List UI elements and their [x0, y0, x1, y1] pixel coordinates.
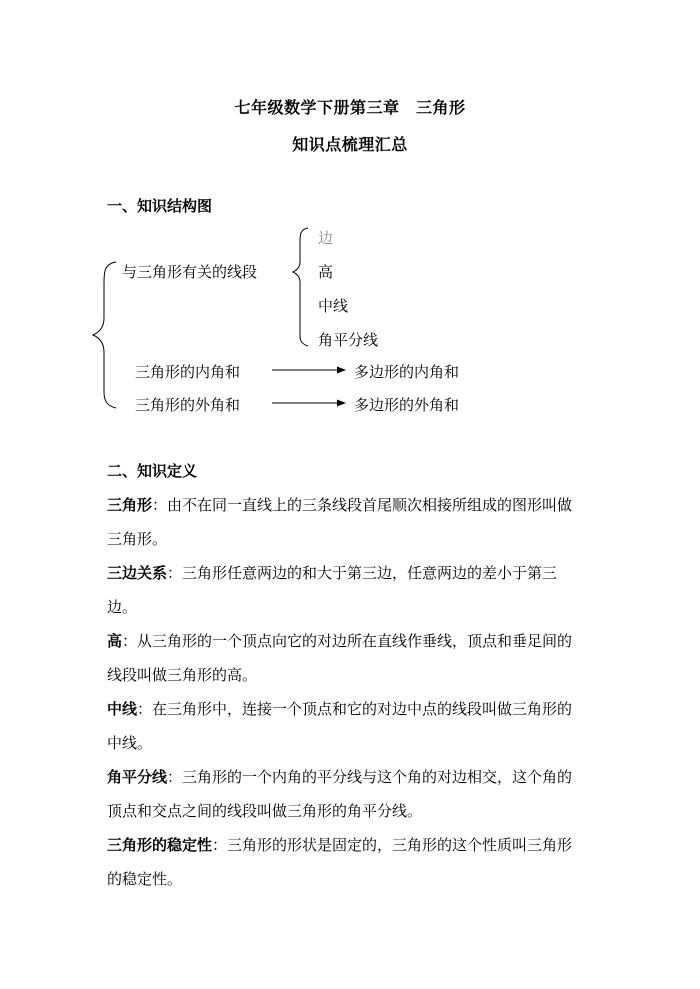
definition-height	[107, 624, 587, 692]
definition-angle-bisector	[107, 760, 587, 828]
definition-text: 三角形的形状是固定的，三角形的这个性质叫三角形的稳定性。	[107, 836, 573, 888]
definition-separator: ：	[122, 632, 138, 650]
item-median: 中线	[318, 297, 349, 315]
interior-angle-sum-polygon: 多边形的内角和	[354, 363, 460, 381]
document-title: 七年级数学下册第三章 三角形	[234, 98, 466, 117]
definition-text: 从三角形的一个顶点向它的对边所在直线作垂线，顶点和垂足间的线段叫做三角形的高。	[107, 632, 573, 684]
document-subtitle: 知识点梳理汇总	[292, 135, 408, 154]
definition-median	[107, 692, 587, 760]
definition-term: 高	[107, 632, 123, 650]
item-side: 边	[318, 229, 334, 247]
arrowhead-interior-angle	[337, 367, 346, 374]
interior-angle-sum-triangle: 三角形的内角和	[135, 363, 241, 381]
definition-text: 在三角形中，连接一个顶点和它的对边中点的线段叫做三角形的中线。	[107, 700, 573, 752]
definition-text: 由不在同一直线上的三条线段首尾顺次相接所组成的图形叫做三角形。	[107, 496, 573, 548]
group-label-line-segments: 与三角形有关的线段	[122, 263, 258, 281]
definition-triangle-inequality	[107, 556, 587, 624]
definition-term: 三角形	[107, 496, 153, 514]
item-angle-bisector: 角平分线	[318, 331, 379, 349]
definition-triangle	[107, 488, 587, 556]
arrowhead-exterior-angle	[337, 400, 346, 407]
section-heading-definitions: 二、知识定义	[107, 462, 198, 480]
definition-separator: ：	[167, 768, 183, 786]
exterior-angle-sum-polygon: 多边形的外角和	[354, 396, 460, 414]
definition-term: 角平分线	[107, 768, 168, 786]
definition-term: 中线	[107, 700, 138, 718]
definition-separator: ：	[137, 700, 153, 718]
exterior-angle-sum-triangle: 三角形的外角和	[135, 396, 241, 414]
definition-separator: ：	[167, 564, 183, 582]
outer-brace	[93, 262, 116, 408]
definition-term: 三边关系	[107, 564, 168, 582]
item-height: 高	[318, 263, 334, 281]
inner-brace	[293, 228, 308, 346]
definition-separator: ：	[212, 836, 228, 854]
definition-separator: ：	[152, 496, 168, 514]
section-heading-structure: 一、知识结构图	[107, 197, 213, 215]
definition-triangle-stability	[107, 828, 587, 896]
definition-text: 三角形任意两边的和大于第三边，任意两边的差小于第三边。	[107, 564, 558, 616]
definition-text: 三角形的一个内角的平分线与这个角的对边相交，这个角的顶点和交点之间的线段叫做三角形的角平分线。	[107, 768, 573, 820]
definition-term: 三角形的稳定性	[107, 836, 213, 854]
